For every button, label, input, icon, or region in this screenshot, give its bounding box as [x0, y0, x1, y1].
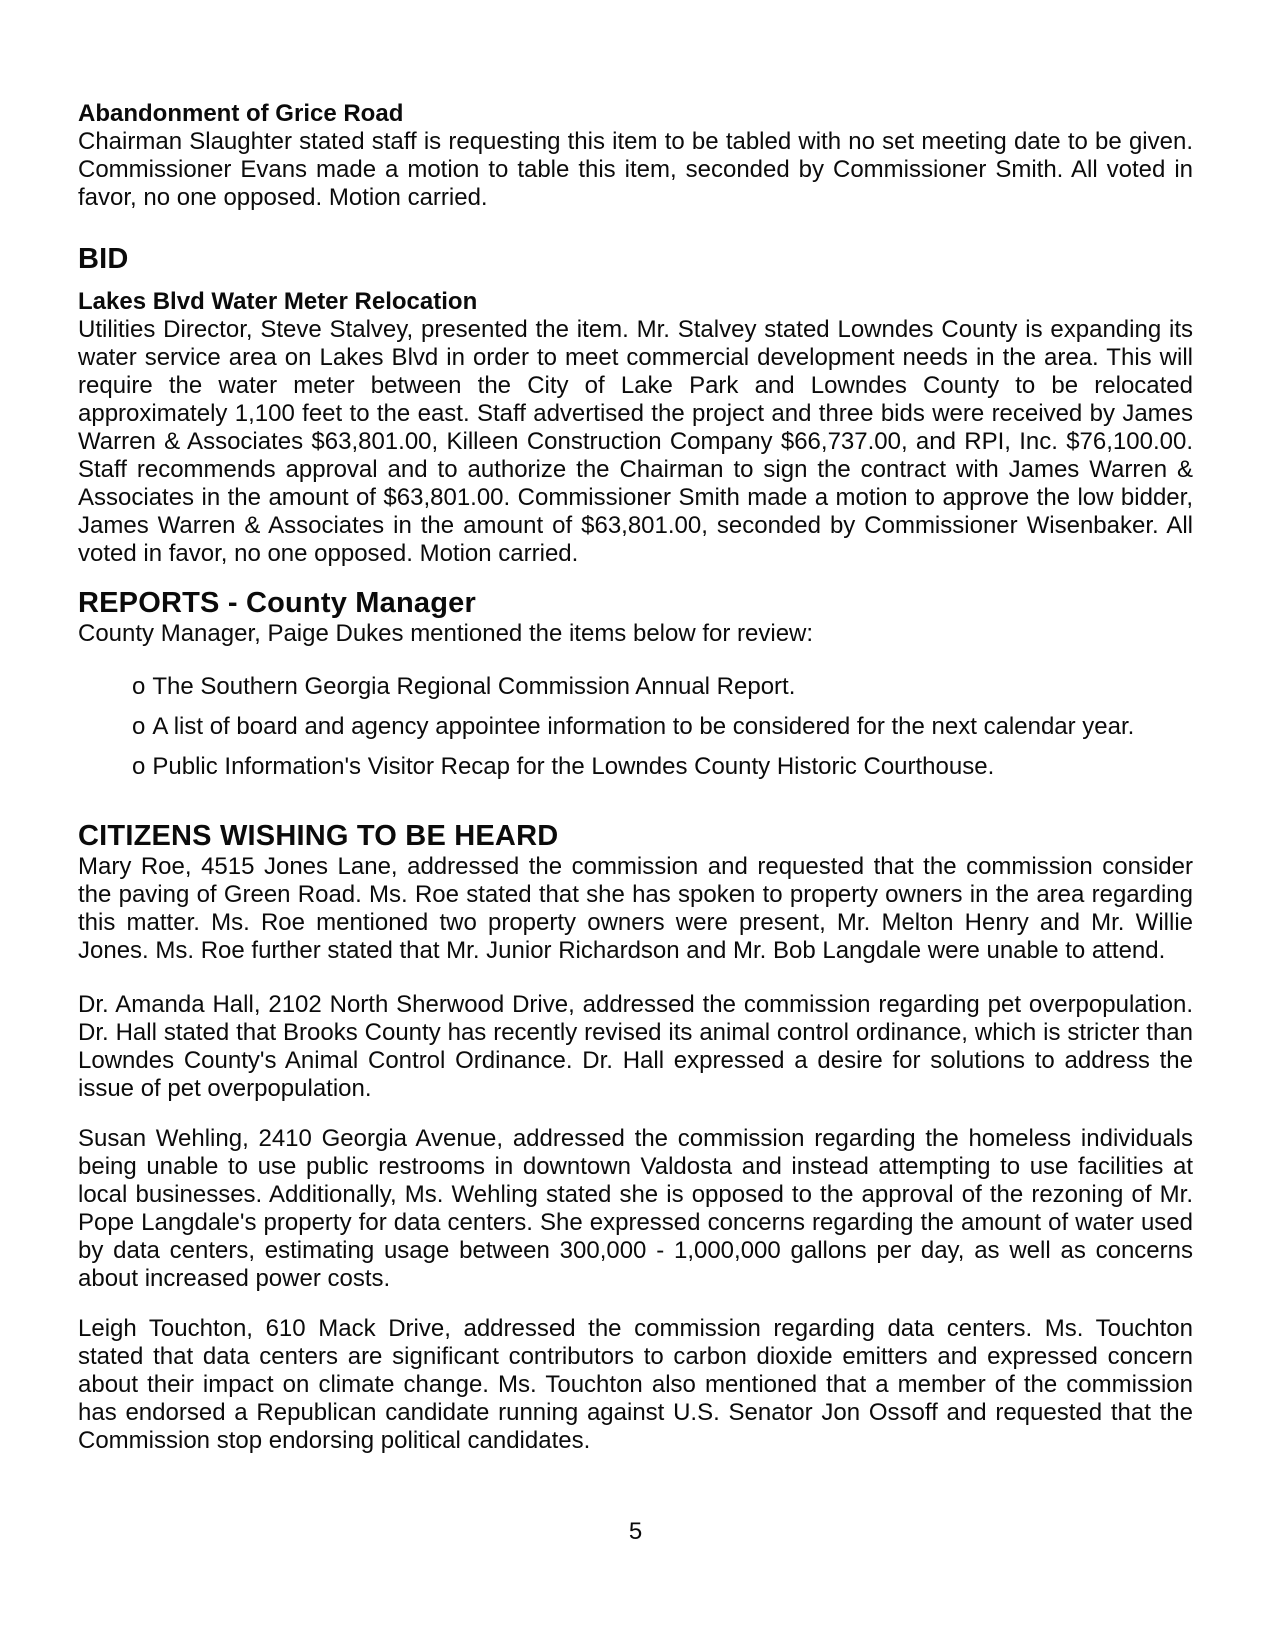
report-list-item: [132, 713, 1193, 741]
lakes-blvd-heading: Lakes Blvd Water Meter Relocation: [78, 288, 478, 315]
reports-list: [78, 673, 1193, 781]
citizen-paragraph-amanda-hall: Dr. Amanda Hall, 2102 North Sherwood Drive, addressed the commission regarding pet overpopulation. Dr. Hall stated that Brooks County has recently revised its animal control ordinance, which is stricter than Lowndes County's Animal Control Ordinance. Dr. Hall expressed a desire for solutions to address the issue of pet overpopulation.: [78, 991, 1193, 1102]
reports-intro: County Manager, Paige Dukes mentioned the items below for review:: [78, 620, 814, 647]
abandonment-heading: Abandonment of Grice Road: [78, 100, 404, 127]
bid-section-heading: BID: [78, 243, 129, 275]
bullet-marker: o: [132, 753, 146, 780]
bullet-marker: o: [132, 673, 146, 700]
report-item-text: The Southern Georgia Regional Commission Annual Report.: [152, 673, 796, 700]
page-number: 5: [628, 1518, 643, 1545]
report-list-item: [132, 753, 1193, 781]
citizen-paragraph-leigh-touchton: Leigh Touchton, 610 Mack Drive, addressed the commission regarding data centers. Ms. Touchton stated that data centers are significant contributors to carbon dioxide emitters and expressed concern about their impact on climate change. Ms. Touchton also mentioned that a member of the commission has endorsed a Republican candidate running against U.S. Senator Jon Ossoff and requested that the Commission stop endorsing political candidates.: [78, 1315, 1193, 1454]
citizen-paragraph-susan-wehling: Susan Wehling, 2410 Georgia Avenue, addressed the commission regarding the homeless individuals being unable to use public restrooms in downtown Valdosta and instead attempting to use facilities at local businesses. Additionally, Ms. Wehling stated she is opposed to the approval of the rezoning of Mr. Pope Langdale's property for data centers. She expressed concerns regarding the amount of water used by data centers, estimating usage between 300,000 - 1,000,000 gallons per day, as well as concerns about increased power costs.: [78, 1125, 1193, 1292]
report-item-text: Public Information's Visitor Recap for the Lowndes County Historic Courthouse.: [152, 753, 995, 780]
lakes-blvd-paragraph: Utilities Director, Steve Stalvey, presented the item. Mr. Stalvey stated Lowndes County is expanding its water service area on Lakes Blvd in order to meet commercial development needs in the area. This will require the water meter between the City of Lake Park and Lowndes County to be relocated approximately 1,100 feet to the east. Staff advertised the project and three bids were received by James Warren & Associates $63,801.00, Killeen Construction Company $66,737.00, and RPI, Inc. $76,100.00. Staff recommends approval and to authorize the Chairman to sign the contract with James Warren & Associates in the amount of $63,801.00. Commissioner Smith made a motion to approve the low bidder, James Warren & Associates in the amount of $63,801.00, seconded by Commissioner Wisenbaker. All voted in favor, no one opposed. Motion carried.: [78, 316, 1193, 567]
report-item-text: A list of board and agency appointee information to be considered for the next calendar year.: [152, 713, 1135, 740]
citizen-paragraph-mary-roe: Mary Roe, 4515 Jones Lane, addressed the commission and requested that the commission consider the paving of Green Road. Ms. Roe stated that she has spoken to property owners in the area regarding this matter. Ms. Roe mentioned two property owners were present, Mr. Melton Henry and Mr. Willie Jones. Ms. Roe further stated that Mr. Junior Richardson and Mr. Bob Langdale were unable to attend.: [78, 853, 1193, 964]
bullet-marker: o: [132, 713, 146, 740]
citizens-section-heading: CITIZENS WISHING TO BE HEARD: [78, 820, 559, 852]
reports-section-heading: REPORTS - County Manager: [78, 587, 476, 619]
abandonment-paragraph: Chairman Slaughter stated staff is requesting this item to be tabled with no set meeting date to be given. Commissioner Evans made a motion to table this item, seconded by Commissioner Smith. All voted in favor, no one opposed. Motion carried.: [78, 128, 1193, 211]
report-list-item: [132, 673, 1193, 701]
